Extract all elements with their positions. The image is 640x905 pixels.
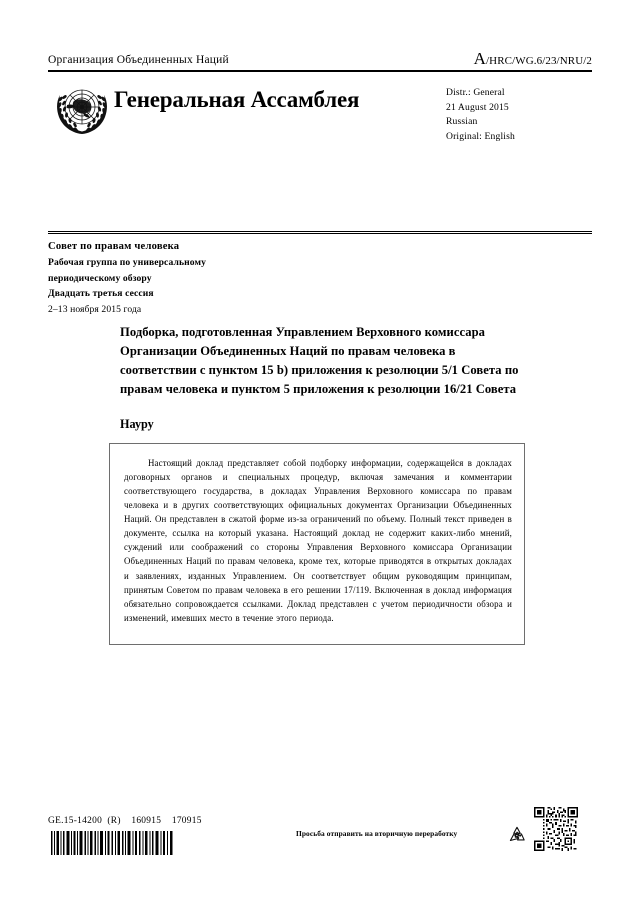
session-number: Двадцать третья сессия <box>48 288 154 300</box>
general-assembly-title: Генеральная Ассамблея <box>114 87 360 112</box>
section-divider-thin <box>48 233 592 234</box>
page-title: Подборка, подготовленная Управлением Верховного комиссара Организации Объединенных Наций по правам человека в соответствии с пунктом 15 b) приложения к резолюции 5/1 Совета по правам человека и пунктом 5 приложения к резолюции 16/21 Совета <box>120 325 519 397</box>
working-group-line-1: Рабочая группа по универсальному <box>48 257 207 269</box>
job-number: GE.15-14200 (R) 160915 170915 <box>48 816 202 826</box>
section-divider-thick <box>48 231 592 232</box>
un-emblem-icon <box>52 82 112 138</box>
masthead-rule <box>48 70 592 72</box>
country-name: Науру <box>120 417 154 431</box>
distribution-block <box>446 86 515 144</box>
page-footer <box>48 816 592 886</box>
session-dates: 2–13 ноября 2015 года <box>48 303 142 315</box>
title-band <box>48 82 592 156</box>
organization-name: Организация Объединенных Наций <box>48 54 229 67</box>
abstract-box <box>109 443 525 645</box>
recycle-icon <box>506 824 528 846</box>
barcode <box>50 831 175 855</box>
council-block <box>48 238 448 317</box>
document-symbol <box>474 50 592 67</box>
masthead <box>48 50 592 72</box>
working-group-line-2: периодическому обзору <box>48 272 152 284</box>
section-divider <box>48 231 592 234</box>
abstract-text: Настоящий доклад представляет собой подборку информации, содержащейся в докладах договорных органов и специальных процедур, включая замечания и комментарии соответствующего государства, в докладах Управления Верховного комиссара по правам человека и в других соответствующих официальных документах Организации Объединенных Наций. Он представлен в сжатой форме из-за ограничений по объему. Полный текст приведен в документе, ссылка на который указана. Настоящий доклад не содержит каких-либо мнений, суждений или соображений со стороны Управления Верховного комиссара Организации Объединенных Наций по правам человека, кроме тех, которые приводятся в открытых докладах и заявлениях, изданных Управлением. Он соответствует общим руководящим принципам, принятым Советом по правам человека в его решении 17/119. Включенная в доклад информация обязательно сопровождается ссылками. Доклад представлен с учетом периодичности обзора и изменений, имевших место в течение этого периода. <box>124 458 512 623</box>
masthead-row <box>48 50 592 67</box>
distribution-type: Distr.: General <box>446 87 505 98</box>
council-name: Совет по правам человека <box>48 241 180 252</box>
recycle-message: Просьба отправить на вторичную переработку <box>296 829 458 838</box>
original-language: Original: English <box>446 130 515 142</box>
document-symbol-prefix: A <box>473 49 486 68</box>
document-symbol-rest: /HRC/WG.6/23/NRU/2 <box>486 55 592 67</box>
distribution-date: 21 August 2015 <box>446 101 509 113</box>
qr-code <box>534 807 578 851</box>
document-language: Russian <box>446 116 478 128</box>
